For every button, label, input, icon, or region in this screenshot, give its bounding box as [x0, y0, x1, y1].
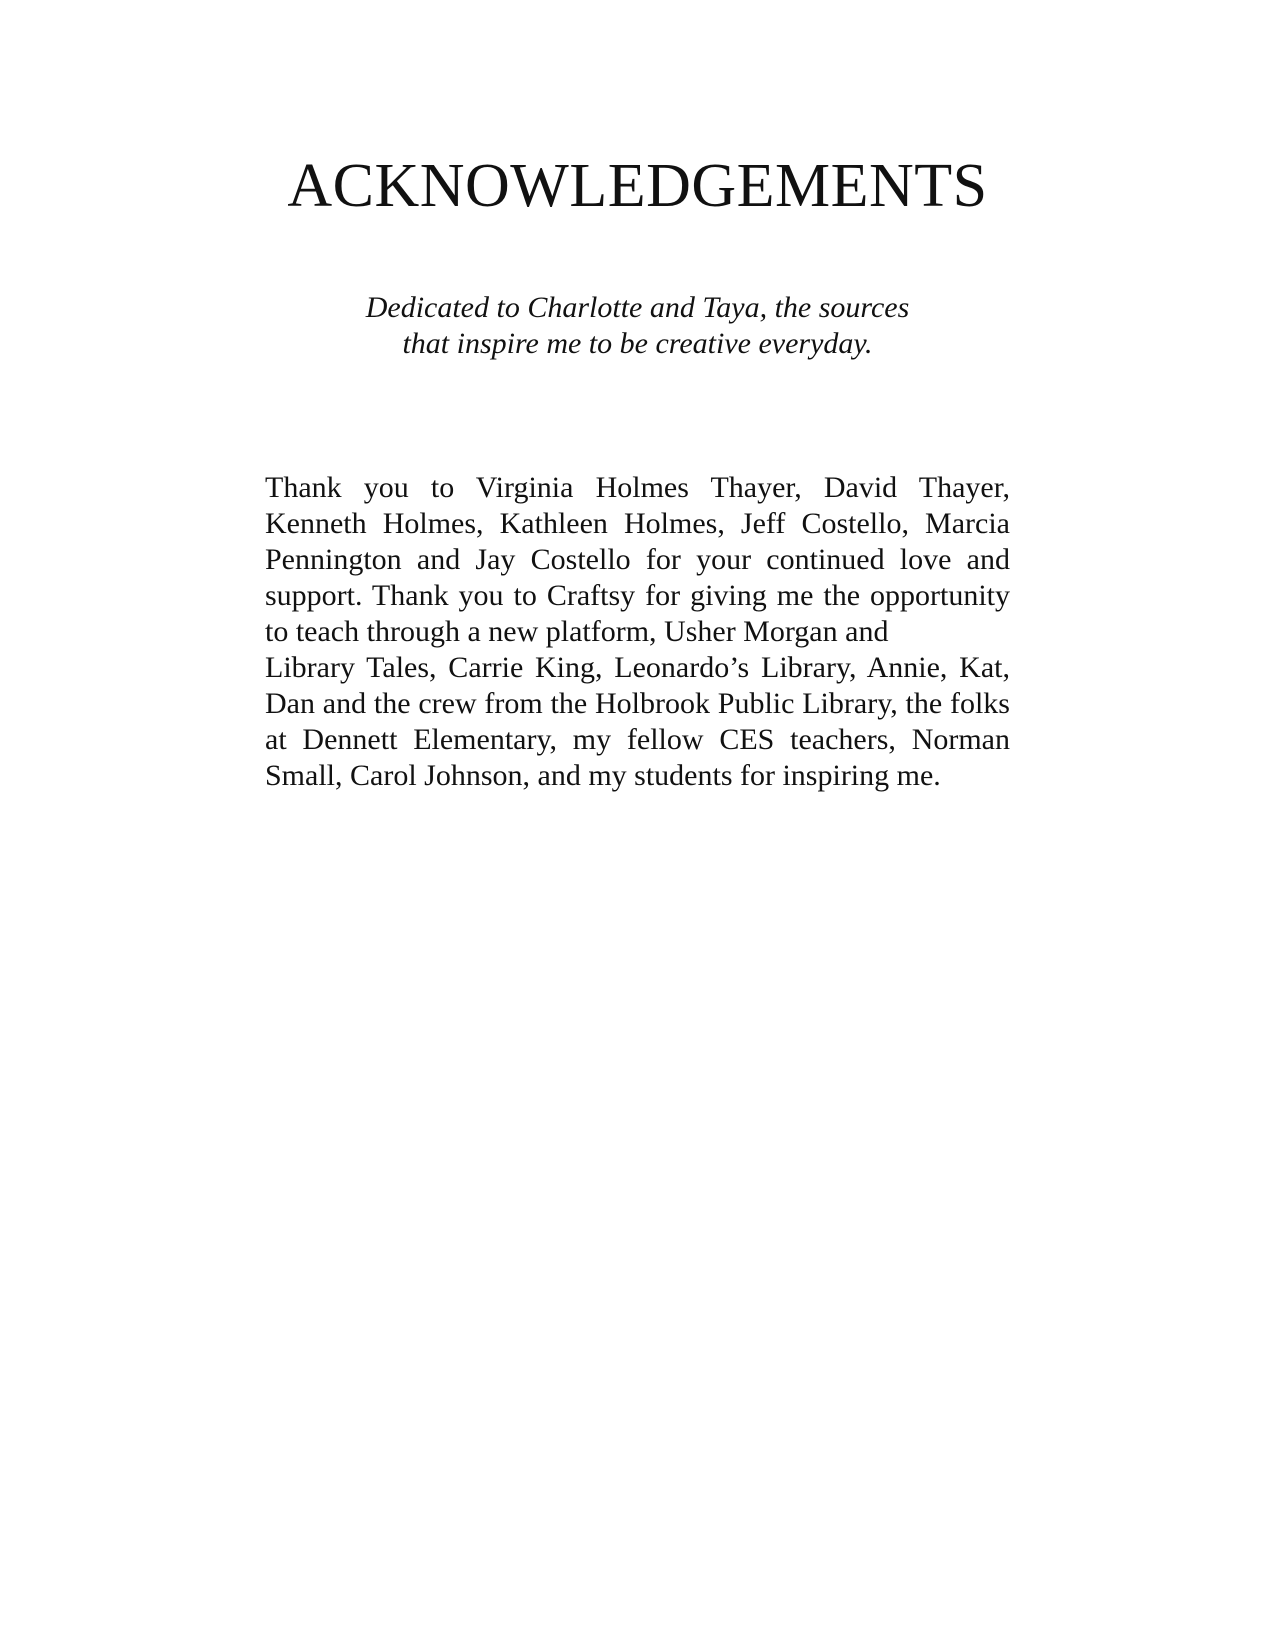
dedication-line-1: Dedicated to Charlotte and Taya, the sources	[365, 291, 910, 324]
acknowledgements-paragraph-1: Thank you to Virginia Holmes Thayer, David Thayer, Kenneth Holmes, Kathleen Holmes, Jeff Costello, Marcia Pennington and Jay Costello for your continued love and support. Thank you to Craftsy for giving me the opportunity to teach through a new platform, Usher Morgan and	[265, 471, 1010, 648]
dedication	[0, 290, 1275, 362]
acknowledgements-body	[265, 470, 1010, 794]
acknowledgements-paragraph-2: Library Tales, Carrie King, Leonardo’s Library, Annie, Kat, Dan and the crew from the Holbrook Public Library, the folks at Dennett Elementary, my fellow CES teachers, Norman Small, Carol Johnson, and my students for inspiring me.	[265, 651, 1010, 792]
dedication-line-2: that inspire me to be creative everyday.	[402, 327, 873, 360]
page-title: ACKNOWLEDGEMENTS	[287, 152, 988, 220]
